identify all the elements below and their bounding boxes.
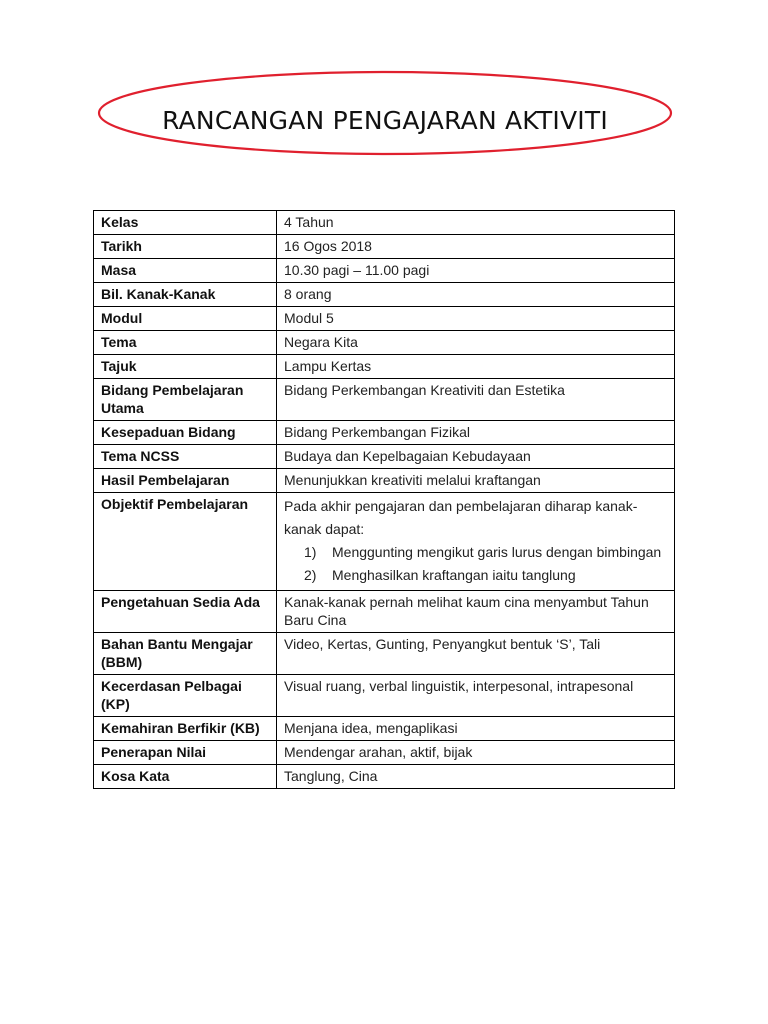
table-row bbox=[94, 379, 675, 421]
lesson-plan-table bbox=[93, 210, 675, 789]
row-label: Pengetahuan Sedia Ada bbox=[94, 591, 277, 633]
table-row bbox=[94, 741, 675, 765]
row-value: Tanglung, Cina bbox=[277, 765, 675, 789]
title-banner bbox=[96, 70, 674, 156]
row-value: Menjana idea, mengaplikasi bbox=[277, 717, 675, 741]
row-value: Mendengar arahan, aktif, bijak bbox=[277, 741, 675, 765]
table-row bbox=[94, 283, 675, 307]
row-label: Bahan Bantu Mengajar (BBM) bbox=[94, 633, 277, 675]
table-row bbox=[94, 493, 675, 591]
page-title: RANCANGAN PENGAJARAN AKTIVITI bbox=[162, 106, 608, 135]
row-label: Modul bbox=[94, 307, 277, 331]
table-row bbox=[94, 445, 675, 469]
table-row bbox=[94, 307, 675, 331]
row-value: Kanak-kanak pernah melihat kaum cina menyambut Tahun Baru Cina bbox=[277, 591, 675, 633]
list-item bbox=[304, 564, 667, 587]
table-row bbox=[94, 259, 675, 283]
row-label: Hasil Pembelajaran bbox=[94, 469, 277, 493]
row-value: Bidang Perkembangan Fizikal bbox=[277, 421, 675, 445]
row-label: Kelas bbox=[94, 211, 277, 235]
row-value: Bidang Perkembangan Kreativiti dan Estetika bbox=[277, 379, 675, 421]
row-value: 4 Tahun bbox=[277, 211, 675, 235]
objectives-intro: Pada akhir pengajaran dan pembelajaran diharap kanak-kanak dapat: bbox=[284, 498, 638, 537]
table-row bbox=[94, 591, 675, 633]
list-item-text: Menggunting mengikut garis lurus dengan bimbingan bbox=[332, 544, 662, 560]
table-row bbox=[94, 717, 675, 741]
row-value: Menunjukkan kreativiti melalui kraftangan bbox=[277, 469, 675, 493]
list-number: 1) bbox=[304, 544, 317, 560]
objectives-cell bbox=[277, 493, 675, 591]
list-item-text: Menghasilkan kraftangan iaitu tanglung bbox=[332, 567, 576, 583]
table-row bbox=[94, 469, 675, 493]
row-label: Tema NCSS bbox=[94, 445, 277, 469]
row-label: Kecerdasan Pelbagai (KP) bbox=[94, 675, 277, 717]
row-label: Masa bbox=[94, 259, 277, 283]
row-label: Kosa Kata bbox=[94, 765, 277, 789]
table-row bbox=[94, 633, 675, 675]
row-value: 16 Ogos 2018 bbox=[277, 235, 675, 259]
row-value: 8 orang bbox=[277, 283, 675, 307]
row-value: Modul 5 bbox=[277, 307, 675, 331]
row-value: 10.30 pagi – 11.00 pagi bbox=[277, 259, 675, 283]
row-value: Negara Kita bbox=[277, 331, 675, 355]
table-row bbox=[94, 331, 675, 355]
row-label: Tema bbox=[94, 331, 277, 355]
list-item bbox=[304, 541, 667, 564]
table-row bbox=[94, 355, 675, 379]
list-number: 2) bbox=[304, 567, 317, 583]
table-row bbox=[94, 675, 675, 717]
row-label: Penerapan Nilai bbox=[94, 741, 277, 765]
row-value: Lampu Kertas bbox=[277, 355, 675, 379]
row-label: Tajuk bbox=[94, 355, 277, 379]
row-value: Budaya dan Kepelbagaian Kebudayaan bbox=[277, 445, 675, 469]
table-row bbox=[94, 421, 675, 445]
objectives-list bbox=[284, 541, 667, 587]
row-label: Kesepaduan Bidang bbox=[94, 421, 277, 445]
table-row bbox=[94, 765, 675, 789]
row-value: Visual ruang, verbal linguistik, interpesonal, intrapesonal bbox=[277, 675, 675, 717]
row-label: Bidang Pembelajaran Utama bbox=[94, 379, 277, 421]
row-label: Tarikh bbox=[94, 235, 277, 259]
table-row bbox=[94, 235, 675, 259]
row-label: Bil. Kanak-Kanak bbox=[94, 283, 277, 307]
row-label: Objektif Pembelajaran bbox=[94, 493, 277, 591]
row-value: Video, Kertas, Gunting, Penyangkut bentuk ‘S’, Tali bbox=[277, 633, 675, 675]
table-row bbox=[94, 211, 675, 235]
row-label: Kemahiran Berfikir (KB) bbox=[94, 717, 277, 741]
